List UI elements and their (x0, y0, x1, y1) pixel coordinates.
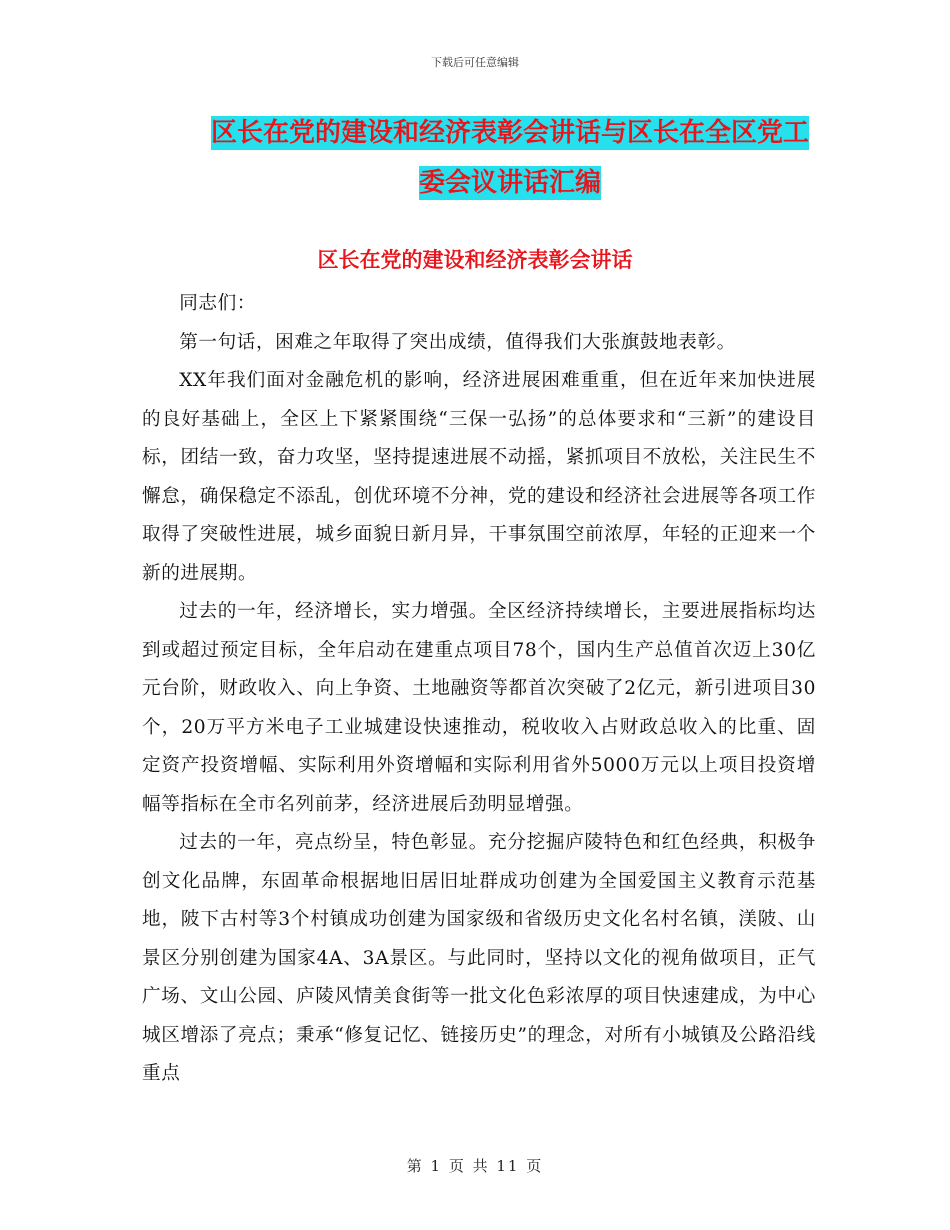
page-header-note: 下载后可任意编辑 (431, 56, 519, 69)
body-paragraph: XX年我们面对金融危机的影响，经济进展困难重重，但在近年来加快进展的良好基础上，全区上下紧紧围绕“三保一弘扬”的总体要求和“三新”的建设目标，团结一致，奋力攻坚，坚持提速进展不动摇，紧抓项目不放松，关注民生不懈怠，确保稳定不添乱，创优环境不分神，党的建设和经济社会进展等各项工作取得了突破性进展，城乡面貌日新月异，干事氛围空前浓厚，年轻的正迎来一个新的进展期。 (142, 370, 816, 584)
body-paragraph: 第一句话，困难之年取得了突出成绩，值得我们大张旗鼓地表彰。 (179, 331, 736, 353)
document-title-line-2: 委会议讲话汇编 (418, 168, 601, 198)
document-title-line-1: 区长在党的建设和经济表彰会讲话与区长在全区党工 (210, 118, 809, 148)
section-title: 区长在党的建设和经济表彰会讲话 (317, 247, 633, 272)
body-paragraph: 过去的一年，经济增长，实力增强。全区经济持续增长，主要进展指标均达到或超过预定目标，全年启动在建重点项目78个，国内生产总值首次迈上30亿元台阶，财政收入、向上争资、土地融资等都首次突破了2亿元，新引进项目30个，20万平方米电子工业城建设快速推动，税收收入占财政总收入的比重、固定资产投资增幅、实际利用外资增幅和实际利用省外5000万元以上项目投资增幅等指标在全市名列前茅，经济进展后劲明显增强。 (142, 601, 816, 815)
document-title (150, 108, 870, 208)
page-number-footer: 第 1 页 共 11 页 (406, 1157, 544, 1175)
body-text (142, 285, 816, 1094)
body-paragraph: 过去的一年，亮点纷呈，特色彰显。充分挖掘庐陵特色和红色经典，积极争创文化品牌，东固革命根据地旧居旧址群成功创建为全国爱国主义教育示范基地，陂下古村等3个村镇成功创建为国家级和省级历史文化名村名镇，渼陂、山景区分别创建为国家4A、3A景区。与此同时，坚持以文化的视角做项目，正气广场、文山公园、庐陵风情美食街等一批文化色彩浓厚的项目快速建成，为中心城区增添了亮点；秉承“修复记忆、链接历史”的理念，对所有小城镇及公路沿线重点 (142, 832, 816, 1084)
salutation-paragraph: 同志们： (179, 293, 256, 314)
